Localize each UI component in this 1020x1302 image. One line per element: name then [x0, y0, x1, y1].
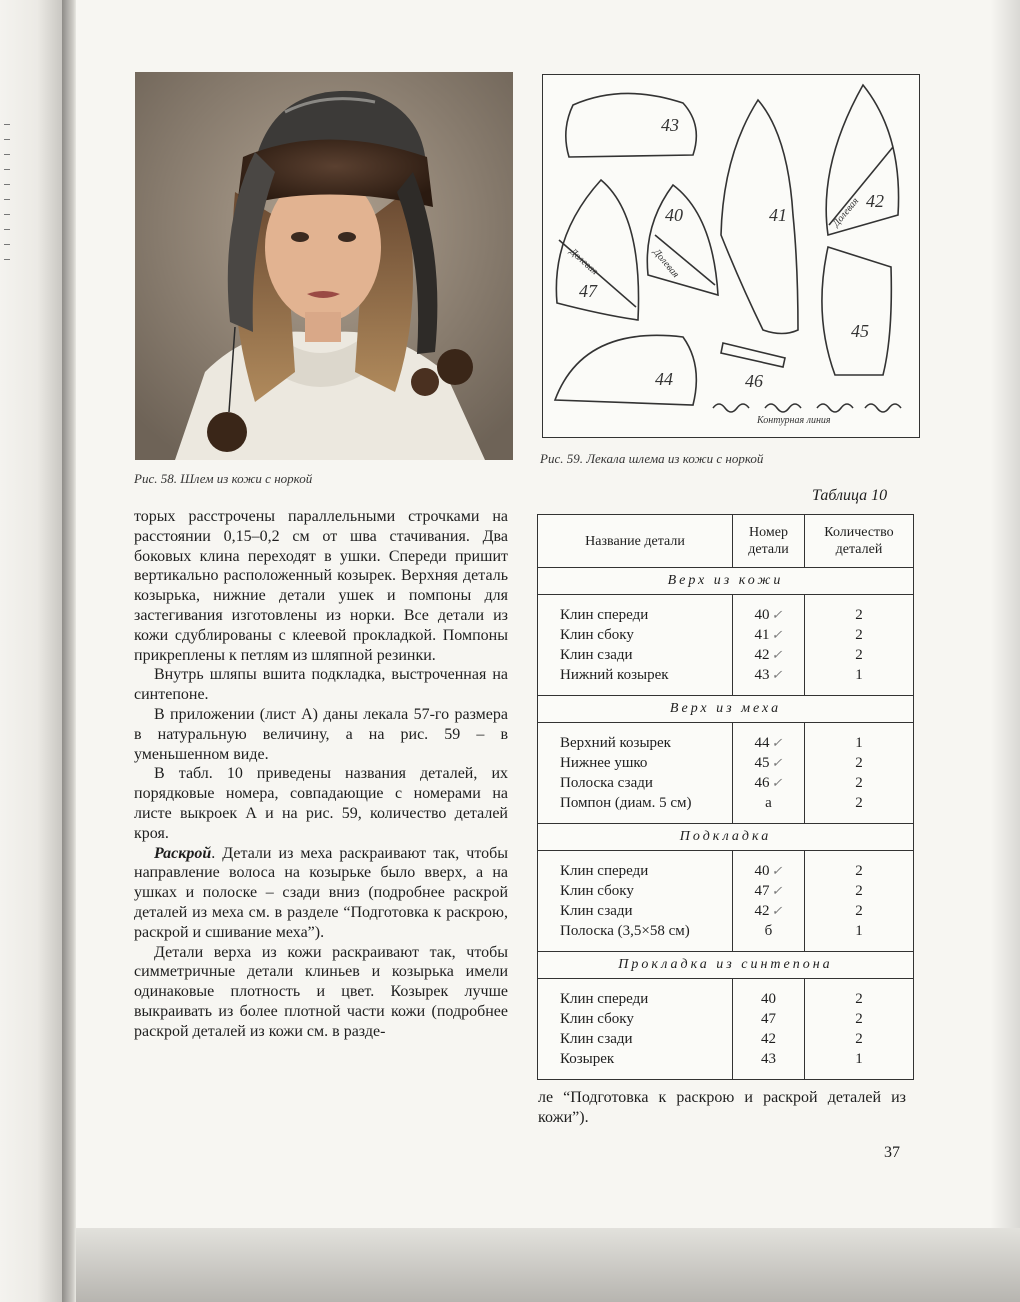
part-number-value: 42 [761, 1031, 776, 1047]
part-quantity-cell: 2 [855, 627, 863, 643]
handwritten-check-mark: ✓ [771, 735, 783, 750]
part-name-cell: Помпон (диам. 5 см) [560, 795, 692, 811]
handwritten-check-mark: ✓ [771, 903, 783, 918]
figure58-caption: Рис. 58. Шлем из кожи с норкой [134, 471, 313, 486]
part-quantity-cell: 2 [855, 1031, 863, 1047]
paragraph-4: В табл. 10 приведены названия деталей, их порядковые номера, совпадающие с номерами на листе выкроек А и на рис. 59, количество деталей кроя. [134, 765, 508, 842]
part-number-value: 40 [754, 863, 770, 879]
part-name-cell: Клин спереди [560, 863, 649, 879]
part-quantity-cell: 1 [855, 735, 863, 751]
table-caption: Таблица 10 [812, 487, 888, 504]
part-number-cell [733, 605, 804, 625]
part-name-cell: Нижнее ушко [560, 755, 648, 771]
handwritten-check-mark: ✓ [771, 883, 783, 898]
piece-label-44: 44 [655, 369, 673, 389]
piece-47-grain-label: Долевая [567, 246, 601, 278]
part-name-cell: Верхний козырек [560, 735, 671, 751]
part-name-cell: Клин спереди [560, 607, 649, 623]
table-body [538, 568, 913, 1079]
part-number-cell [733, 881, 804, 901]
part-number-value: 43 [761, 1051, 776, 1067]
body-text [134, 507, 508, 1042]
part-number-cell [733, 921, 804, 941]
part-quantity-cell: 2 [855, 991, 863, 1007]
part-quantity-cell: 2 [855, 755, 863, 771]
cutting-heading: Раскрой [154, 844, 212, 862]
part-number-column [733, 979, 805, 1079]
handwritten-check-mark: ✓ [771, 667, 783, 682]
pattern-piece-44 [555, 335, 696, 405]
part-number-cell [733, 1029, 804, 1049]
adjacent-page-edge-marks [4, 110, 16, 274]
handwritten-check-mark: ✓ [771, 607, 783, 622]
page-right-shadow [990, 0, 1020, 1240]
part-number-value: 46 [754, 775, 770, 791]
paragraph-1: торых расстрочены параллельными строчками на расстоянии 0,15–0,2 см от шва стачивания. Два боковых клина переходят в ушки. Спереди пришит вертикально расположенный козырек. Верхняя деталь козырька, нижние детали ушек и помпоны для застегивания изготовлены из норки. Все детали из кожи сдублированы с клеевой прокладкой. Помпоны прикреплены к петлям из шляпной резинки. [134, 508, 508, 664]
part-quantity-cell: 2 [855, 883, 863, 899]
photo-illustration [135, 72, 513, 460]
part-quantity-column [805, 979, 913, 1079]
part-quantity-cell: 2 [855, 863, 863, 879]
part-number-value: 41 [754, 627, 770, 643]
part-number-cell [733, 793, 804, 813]
part-number-cell [733, 665, 804, 685]
handwritten-check-mark: ✓ [771, 755, 783, 770]
part-number-value: 40 [754, 607, 770, 623]
part-quantity-cell: 1 [855, 1051, 863, 1067]
part-name-column [538, 723, 733, 823]
part-name-cell: Клин сбоку [560, 1011, 634, 1027]
table-section-rows [538, 979, 913, 1079]
page-bottom-shadow [76, 1228, 1020, 1302]
table-section-rows [538, 851, 913, 952]
part-number-value: а [765, 795, 772, 811]
part-name-cell: Нижний козырек [560, 667, 669, 683]
part-quantity-cell: 1 [855, 667, 863, 683]
part-name-column [538, 851, 733, 951]
part-number-value: 42 [754, 903, 770, 919]
part-quantity-cell: 2 [855, 1011, 863, 1027]
part-number-value: б [764, 923, 773, 939]
paragraph-3: В приложении (лист А) даны лекала 57-го размера в натуральную величину, а на рис. 59 – в уменьшенном виде. [134, 705, 508, 763]
part-quantity-column [805, 595, 913, 695]
table-section-rows [538, 595, 913, 696]
contour-line-label: Контурная линия [757, 415, 831, 426]
paragraph-2: Внутрь шляпы вшита подкладка, выстроченная на синтепоне. [134, 666, 508, 704]
part-quantity-cell: 2 [855, 647, 863, 663]
part-name-cell: Полоска (3,5×58 см) [560, 923, 690, 939]
piece-label-45: 45 [851, 321, 869, 341]
part-name-cell: Клин сбоку [560, 627, 634, 643]
part-name-cell: Полоска сзади [560, 775, 653, 791]
pattern-shapes [543, 75, 919, 437]
part-name-cell: Клин спереди [560, 991, 649, 1007]
handwritten-check-mark: ✓ [771, 627, 783, 642]
part-number-column [733, 595, 805, 695]
part-number-cell [733, 625, 804, 645]
part-name-cell: Клин сзади [560, 647, 633, 663]
table-section-rows [538, 723, 913, 824]
part-number-value: 47 [761, 1011, 776, 1027]
part-name-cell: Козырек [560, 1051, 615, 1067]
part-number-cell [733, 645, 804, 665]
part-quantity-cell: 2 [855, 607, 863, 623]
part-number-cell [733, 733, 804, 753]
pattern-piece-45 [822, 247, 891, 375]
piece-label-47: 47 [579, 281, 597, 301]
part-number-value: 40 [761, 991, 776, 1007]
part-number-cell [733, 1049, 804, 1069]
part-name-cell: Клин сзади [560, 1031, 633, 1047]
part-number-value: 42 [754, 647, 770, 663]
part-quantity-cell: 1 [855, 923, 863, 939]
part-number-cell [733, 1009, 804, 1029]
piece-label-43: 43 [661, 115, 679, 135]
part-name-cell: Клин сзади [560, 903, 633, 919]
piece-label-41: 41 [769, 205, 787, 225]
part-number-value: 44 [754, 735, 770, 751]
table-section-title: Верх из меха [538, 696, 913, 723]
pattern-piece-46 [721, 343, 785, 367]
part-number-cell [733, 989, 804, 1009]
paragraph-5-text: . Детали из меха раскраивают так, чтобы направление волоса на козырьке было вверх, а на ушках и полоске – сзади вниз (подробнее раскрой деталей из меха см. в разделе “Подготовка к раскрою, раскрой и сшивание меха”). [134, 844, 508, 941]
part-name-cell: Клин сбоку [560, 883, 634, 899]
photo-hat-model [135, 72, 513, 460]
header-part-name: Название детали [538, 515, 733, 567]
part-number-value: 43 [754, 667, 770, 683]
piece-label-40: 40 [665, 205, 683, 225]
figure59-caption: Рис. 59. Лекала шлема из кожи с норкой [540, 451, 764, 466]
part-number-value: 47 [754, 883, 770, 899]
paragraph-5 [134, 844, 508, 943]
parts-table [537, 514, 914, 1080]
part-number-value: 45 [754, 755, 770, 771]
part-quantity-column [805, 851, 913, 951]
table-section-title: Верх из кожи [538, 568, 913, 595]
table-section-title: Прокладка из синтепона [538, 952, 913, 979]
piece-label-46: 46 [745, 371, 763, 391]
part-quantity-cell: 2 [855, 775, 863, 791]
header-part-number: Номер детали [733, 515, 805, 567]
continuation-text: ле “Подготовка к раскрою и раскрой деталей из кожи”). [538, 1089, 906, 1126]
piece-40-grain-label: Долевая [650, 246, 682, 281]
handwritten-check-mark: ✓ [771, 647, 783, 662]
part-number-cell [733, 773, 804, 793]
part-number-cell [733, 861, 804, 881]
pattern-drawing [542, 74, 920, 438]
part-number-cell [733, 753, 804, 773]
handwritten-check-mark: ✓ [771, 775, 783, 790]
paragraph-6: Детали верха из кожи раскраивают так, чтобы симметричные детали клиньев и козырька имели одинаковые плотность и цвет. Козырек лучше выкраивать из более плотной части кожи (подробнее раскрой деталей из кожи см. в разде- [134, 943, 508, 1040]
piece-42-grain-label: Долевая [830, 195, 862, 230]
header-part-quantity: Количество деталей [824, 525, 894, 557]
table-section-title: Подкладка [538, 824, 913, 851]
handwritten-check-mark: ✓ [771, 863, 783, 878]
part-name-column [538, 979, 733, 1079]
part-number-column [733, 851, 805, 951]
part-quantity-cell: 2 [855, 795, 863, 811]
piece-label-42: 42 [866, 191, 884, 211]
part-quantity-cell: 2 [855, 903, 863, 919]
part-quantity-column [805, 723, 913, 823]
book-spine-shadow [62, 0, 76, 1302]
part-name-column [538, 595, 733, 695]
part-number-cell [733, 901, 804, 921]
part-number-column [733, 723, 805, 823]
page-number: 37 [884, 1144, 900, 1161]
table-header-row [538, 515, 913, 568]
